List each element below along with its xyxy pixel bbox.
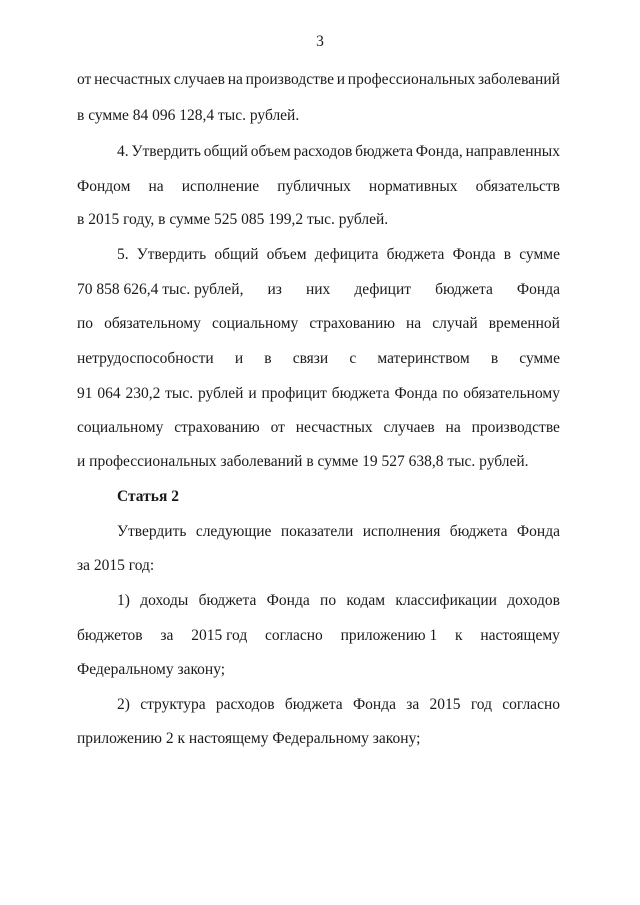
word: обязательному <box>104 315 201 332</box>
word-group: на <box>148 178 164 195</box>
paragraph-line <box>77 314 560 334</box>
word: несчастных <box>295 419 373 436</box>
word: общий <box>214 246 259 263</box>
word-group: бюджета <box>435 281 493 298</box>
paragraph-line <box>77 418 560 438</box>
paragraph-line: в 2015 году, в сумме 525 085 199,2 тыс. рублей. <box>77 211 389 228</box>
paragraph-line <box>117 245 560 265</box>
paragraph-line <box>77 280 560 300</box>
word: по <box>320 592 337 609</box>
word: Фонда <box>266 592 310 609</box>
word-group: Фонда <box>516 281 560 298</box>
word: от <box>270 419 285 436</box>
word-group: с <box>349 350 357 367</box>
word: год <box>470 696 492 713</box>
word: 4. <box>117 143 129 160</box>
word: согласно <box>502 696 560 713</box>
word: Фонда <box>452 246 496 263</box>
word: общий <box>203 143 248 160</box>
word: 5. <box>117 246 129 263</box>
word: Утвердить <box>136 246 207 263</box>
word-group: в <box>490 350 499 367</box>
word: профицит <box>261 385 327 402</box>
word: случаев <box>383 419 435 436</box>
word: 064 <box>97 385 121 402</box>
word-group: связи <box>292 350 329 367</box>
word: заболеваний <box>478 71 560 88</box>
word: обязательному <box>463 385 560 402</box>
word: объем <box>250 143 291 160</box>
word: 1) <box>117 592 130 609</box>
word-group: в <box>264 350 272 367</box>
paragraph-line <box>77 349 560 369</box>
word: на <box>227 71 243 88</box>
word: доходы <box>140 592 189 609</box>
word: исполнения <box>362 523 441 540</box>
word: бюджета <box>331 385 390 402</box>
paragraph-line <box>77 626 560 646</box>
word: страхованию <box>174 419 260 436</box>
word: Утвердить <box>117 523 187 540</box>
word-group: нетрудоспособности <box>77 350 214 367</box>
word-group: настоящему <box>480 627 560 644</box>
word: и <box>248 385 257 402</box>
word-group: бюджетов <box>77 627 143 644</box>
word: сумме <box>519 246 560 263</box>
paragraph-line <box>77 70 560 90</box>
word: 2015 <box>429 696 461 713</box>
paragraph-line: за 2015 год: <box>77 557 155 574</box>
paragraph-line: в сумме 84 096 128,4 тыс. рублей. <box>77 107 300 124</box>
word-group: 2015 год <box>191 627 248 644</box>
word: 2) <box>117 696 130 713</box>
word: бюджета <box>284 696 343 713</box>
paragraph-line <box>117 142 560 162</box>
word: на <box>445 419 461 436</box>
word: направленных <box>465 143 560 160</box>
word: бюджета <box>386 246 445 263</box>
word: на <box>406 315 422 332</box>
word-group: дефицит <box>354 281 412 298</box>
word: страхованию <box>309 315 395 332</box>
paragraph-line <box>117 591 560 611</box>
paragraph-line <box>77 177 560 197</box>
word-group: сумме <box>519 350 560 367</box>
word: Утвердить <box>131 143 201 160</box>
word: Фонда, <box>415 143 463 160</box>
word: дефицита <box>314 246 379 263</box>
word: производстве <box>245 71 335 88</box>
word-group: публичных <box>277 178 351 195</box>
word: рублей <box>197 385 244 402</box>
word: тыс. <box>165 385 194 402</box>
paragraph-line <box>117 522 560 542</box>
word: расходов <box>215 696 275 713</box>
word: Фонда <box>394 385 438 402</box>
paragraph-line <box>117 695 560 715</box>
word-group: согласно <box>265 627 323 644</box>
word-group: материнством <box>377 350 470 367</box>
word: в <box>503 246 512 263</box>
word: несчастных <box>94 71 171 88</box>
word: структура <box>140 696 206 713</box>
word: временной <box>488 315 560 332</box>
word: показатели <box>280 523 354 540</box>
word: Фонда <box>352 696 396 713</box>
word: 91 <box>77 385 93 402</box>
word: за <box>406 696 420 713</box>
word: бюджета <box>198 592 257 609</box>
word: объем <box>266 246 307 263</box>
word: социальному <box>211 315 299 332</box>
word-group: приложению 1 <box>340 627 438 644</box>
word: производстве <box>471 419 560 436</box>
word: классификации <box>395 592 497 609</box>
word: доходов <box>507 592 560 609</box>
word: следующие <box>195 523 272 540</box>
word-group: них <box>305 281 331 298</box>
word: кодам <box>346 592 386 609</box>
paragraph-line <box>77 384 560 404</box>
word-group: к <box>455 627 463 644</box>
word: социальному <box>77 419 164 436</box>
paragraph-line: Федеральному закону; <box>77 661 226 678</box>
page-number: 3 <box>316 33 324 50</box>
word: 230,2 <box>125 385 161 402</box>
paragraph-line: и профессиональных заболеваний в сумме 19 527 638,8 тыс. рублей. <box>77 453 529 470</box>
word-group: нормативных <box>368 178 458 195</box>
word: профессиональных <box>347 71 476 88</box>
word: и <box>336 71 346 88</box>
word-group: из <box>267 281 282 298</box>
word-group: обязательств <box>475 178 560 195</box>
word-group: исполнение <box>181 178 260 195</box>
word-group: Фондом <box>77 178 131 195</box>
word: бюджета <box>449 523 508 540</box>
word-group: за <box>160 627 174 644</box>
word-group: 70 858 626,4 тыс. рублей, <box>77 281 244 298</box>
word: по <box>442 385 459 402</box>
word: случаев <box>173 71 225 88</box>
word: случай <box>432 315 478 332</box>
word-group: и <box>234 350 244 367</box>
word: бюджета <box>355 143 413 160</box>
word: от <box>77 71 92 88</box>
word: расходов <box>293 143 353 160</box>
word: по <box>77 315 94 332</box>
paragraph-line: приложению 2 к настоящему Федеральному закону; <box>77 730 421 747</box>
article-heading: Статья 2 <box>117 488 179 505</box>
word: Фонда <box>516 523 560 540</box>
